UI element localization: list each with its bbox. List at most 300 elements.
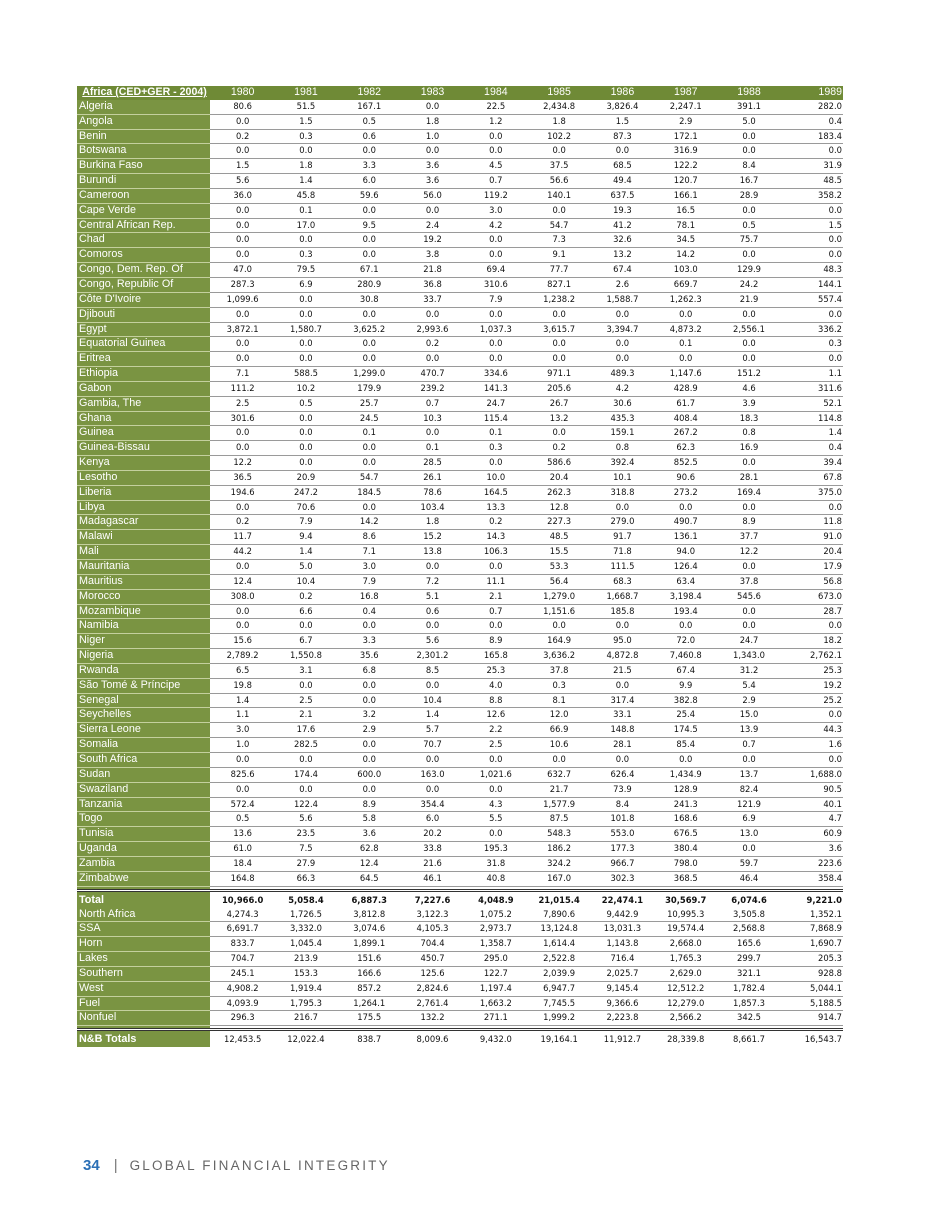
table-cell: 3.0 xyxy=(210,723,273,738)
table-cell: 111.2 xyxy=(210,381,273,396)
table-cell: 25.2 xyxy=(780,693,843,708)
table-cell: 31.2 xyxy=(716,663,779,678)
table-cell: 321.1 xyxy=(716,966,779,981)
table-cell: 25.7 xyxy=(337,396,400,411)
country-row xyxy=(77,545,843,560)
table-cell: 11,912.7 xyxy=(590,1030,653,1048)
table-cell: 62.8 xyxy=(337,842,400,857)
table-cell: 115.4 xyxy=(463,411,526,426)
table-cell: 0.0 xyxy=(400,619,463,634)
table-cell: 5.0 xyxy=(716,114,779,129)
table-cell: 11.8 xyxy=(780,515,843,530)
row-label: Tanzania xyxy=(77,797,210,812)
table-cell: 12.0 xyxy=(526,708,589,723)
table-cell: 0.5 xyxy=(716,218,779,233)
table-cell: 7,227.6 xyxy=(400,890,463,908)
table-cell: 1.4 xyxy=(210,693,273,708)
row-label: Guinea-Bissau xyxy=(77,441,210,456)
table-cell: 90.6 xyxy=(653,470,716,485)
table-cell: 37.8 xyxy=(716,574,779,589)
table-cell: 0.0 xyxy=(210,233,273,248)
table-cell: 1,668.7 xyxy=(590,589,653,604)
table-cell: 216.7 xyxy=(273,1011,336,1026)
table-cell: 34.5 xyxy=(653,233,716,248)
table-cell: 3,074.6 xyxy=(337,922,400,937)
table-cell: 0.0 xyxy=(590,144,653,159)
table-cell: 2,025.7 xyxy=(590,966,653,981)
country-row xyxy=(77,114,843,129)
table-cell: 0.0 xyxy=(463,560,526,575)
table-cell: 0.7 xyxy=(716,738,779,753)
table-cell: 60.9 xyxy=(780,827,843,842)
table-cell: 316.9 xyxy=(653,144,716,159)
table-cell: 1.8 xyxy=(273,159,336,174)
table-cell: 52.1 xyxy=(780,396,843,411)
table-cell: 3,198.4 xyxy=(653,589,716,604)
table-cell: 5,044.1 xyxy=(780,981,843,996)
table-cell: 2,761.4 xyxy=(400,996,463,1011)
table-cell: 3,332.0 xyxy=(273,922,336,937)
table-cell: 12,512.2 xyxy=(653,981,716,996)
table-cell: 6.9 xyxy=(273,277,336,292)
row-label: Chad xyxy=(77,233,210,248)
table-cell: 195.3 xyxy=(463,842,526,857)
table-cell: 1,045.4 xyxy=(273,937,336,952)
row-label: Nigeria xyxy=(77,649,210,664)
table-cell: 0.0 xyxy=(716,248,779,263)
table-cell: 67.4 xyxy=(653,663,716,678)
row-label: Sierra Leone xyxy=(77,723,210,738)
table-cell: 28.7 xyxy=(780,604,843,619)
table-cell: 0.0 xyxy=(210,500,273,515)
table-cell: 0.0 xyxy=(780,307,843,322)
table-cell: 41.2 xyxy=(590,218,653,233)
data-table xyxy=(77,86,843,1047)
table-cell: 0.0 xyxy=(716,500,779,515)
country-row xyxy=(77,574,843,589)
table-cell: 120.7 xyxy=(653,174,716,189)
country-row xyxy=(77,292,843,307)
table-cell: 7,890.6 xyxy=(526,908,589,922)
table-cell: 0.0 xyxy=(337,248,400,263)
table-cell: 223.6 xyxy=(780,856,843,871)
table-cell: 0.0 xyxy=(210,604,273,619)
table-cell: 3.6 xyxy=(400,174,463,189)
row-label: Guinea xyxy=(77,426,210,441)
region-row xyxy=(77,1011,843,1026)
country-row xyxy=(77,307,843,322)
table-cell: 0.4 xyxy=(337,604,400,619)
table-cell: 5.0 xyxy=(273,560,336,575)
table-cell: 48.5 xyxy=(526,530,589,545)
table-cell: 21.8 xyxy=(400,263,463,278)
table-cell: 2.9 xyxy=(653,114,716,129)
table-cell: 0.0 xyxy=(463,248,526,263)
table-cell: 90.5 xyxy=(780,782,843,797)
row-label: Senegal xyxy=(77,693,210,708)
table-cell: 9.5 xyxy=(337,218,400,233)
table-cell: 0.4 xyxy=(780,441,843,456)
table-cell: 673.0 xyxy=(780,589,843,604)
table-cell: 0.1 xyxy=(273,203,336,218)
table-cell: 0.0 xyxy=(273,678,336,693)
table-cell: 0.7 xyxy=(463,174,526,189)
table-cell: 553.0 xyxy=(590,827,653,842)
table-cell: 0.3 xyxy=(273,129,336,144)
table-cell: 8,009.6 xyxy=(400,1030,463,1048)
table-cell: 0.0 xyxy=(210,248,273,263)
table-cell: 7.9 xyxy=(463,292,526,307)
country-row xyxy=(77,456,843,471)
table-cell: 54.7 xyxy=(337,470,400,485)
table-cell: 0.0 xyxy=(337,678,400,693)
table-cell: 10,995.3 xyxy=(653,908,716,922)
table-cell: 271.1 xyxy=(463,1011,526,1026)
country-row xyxy=(77,515,843,530)
table-cell: 2,434.8 xyxy=(526,100,589,114)
table-cell: 1.8 xyxy=(400,515,463,530)
table-cell: 7,745.5 xyxy=(526,996,589,1011)
table-cell: 66.9 xyxy=(526,723,589,738)
table-cell: 103.4 xyxy=(400,500,463,515)
table-cell: 80.6 xyxy=(210,100,273,114)
country-row xyxy=(77,441,843,456)
table-cell: 4.2 xyxy=(463,218,526,233)
table-cell: 37.5 xyxy=(526,159,589,174)
table-cell: 0.0 xyxy=(337,782,400,797)
row-label: Mozambique xyxy=(77,604,210,619)
table-cell: 1.4 xyxy=(273,174,336,189)
table-cell: 0.0 xyxy=(337,144,400,159)
table-cell: 8,661.7 xyxy=(716,1030,779,1048)
table-cell: 48.3 xyxy=(780,263,843,278)
table-cell: 0.2 xyxy=(210,515,273,530)
table-cell: 9,366.6 xyxy=(590,996,653,1011)
table-cell: 1,352.1 xyxy=(780,908,843,922)
table-cell: 626.4 xyxy=(590,767,653,782)
table-cell: 545.6 xyxy=(716,589,779,604)
table-cell: 299.7 xyxy=(716,952,779,967)
table-cell: 1,782.4 xyxy=(716,981,779,996)
table-cell: 1,343.0 xyxy=(716,649,779,664)
table-cell: 177.3 xyxy=(590,842,653,857)
table-cell: 61.7 xyxy=(653,396,716,411)
table-cell: 1,690.7 xyxy=(780,937,843,952)
table-cell: 17.0 xyxy=(273,218,336,233)
table-cell: 247.2 xyxy=(273,485,336,500)
table-cell: 20.4 xyxy=(780,545,843,560)
table-cell: 1,550.8 xyxy=(273,649,336,664)
table-cell: 0.0 xyxy=(337,693,400,708)
table-cell: 0.0 xyxy=(400,752,463,767)
table-cell: 7.3 xyxy=(526,233,589,248)
table-cell: 0.0 xyxy=(273,352,336,367)
table-cell: 140.1 xyxy=(526,188,589,203)
row-label: Seychelles xyxy=(77,708,210,723)
table-cell: 175.5 xyxy=(337,1011,400,1026)
table-cell: 358.4 xyxy=(780,871,843,886)
table-cell: 0.0 xyxy=(400,426,463,441)
table-cell: 3.8 xyxy=(400,248,463,263)
table-cell: 14.3 xyxy=(463,530,526,545)
table-cell: 16,543.7 xyxy=(780,1030,843,1048)
table-cell: 0.0 xyxy=(273,411,336,426)
table-cell: 0.0 xyxy=(780,352,843,367)
table-cell: 4,093.9 xyxy=(210,996,273,1011)
table-cell: 0.0 xyxy=(463,456,526,471)
table-cell: 49.4 xyxy=(590,174,653,189)
table-cell: 0.0 xyxy=(400,678,463,693)
table-cell: 1.5 xyxy=(780,218,843,233)
row-label: Namibia xyxy=(77,619,210,634)
row-label: Madagascar xyxy=(77,515,210,530)
country-row xyxy=(77,560,843,575)
row-label: Mali xyxy=(77,545,210,560)
table-cell: 18.2 xyxy=(780,634,843,649)
table-cell: 119.2 xyxy=(463,188,526,203)
row-label: Tunisia xyxy=(77,827,210,842)
table-cell: 8.8 xyxy=(463,693,526,708)
table-cell: 4,048.9 xyxy=(463,890,526,908)
table-cell: 1.6 xyxy=(780,738,843,753)
table-cell: 66.3 xyxy=(273,871,336,886)
row-label: Morocco xyxy=(77,589,210,604)
row-label: Eritrea xyxy=(77,352,210,367)
table-cell: 334.6 xyxy=(463,367,526,382)
row-label: Niger xyxy=(77,634,210,649)
table-cell: 40.1 xyxy=(780,797,843,812)
table-cell: 10.0 xyxy=(463,470,526,485)
table-cell: 0.3 xyxy=(463,441,526,456)
table-cell: 704.7 xyxy=(210,952,273,967)
table-cell: 56.6 xyxy=(526,174,589,189)
table-cell: 185.8 xyxy=(590,604,653,619)
table-cell: 637.5 xyxy=(590,188,653,203)
table-cell: 0.0 xyxy=(716,203,779,218)
table-cell: 0.3 xyxy=(780,337,843,352)
table-cell: 0.0 xyxy=(463,337,526,352)
table-cell: 7,460.8 xyxy=(653,649,716,664)
table-cell: 17.6 xyxy=(273,723,336,738)
table-cell: 36.0 xyxy=(210,188,273,203)
table-cell: 0.0 xyxy=(463,827,526,842)
table-cell: 27.9 xyxy=(273,856,336,871)
table-cell: 56.0 xyxy=(400,188,463,203)
table-cell: 0.2 xyxy=(526,441,589,456)
country-row xyxy=(77,129,843,144)
row-label: Total xyxy=(77,890,210,908)
table-cell: 0.0 xyxy=(400,782,463,797)
row-label: Togo xyxy=(77,812,210,827)
row-label: Lesotho xyxy=(77,470,210,485)
table-cell: 169.4 xyxy=(716,485,779,500)
table-cell: 51.5 xyxy=(273,100,336,114)
table-cell: 121.9 xyxy=(716,797,779,812)
table-cell: 30.6 xyxy=(590,396,653,411)
table-cell: 0.0 xyxy=(273,782,336,797)
table-cell: 21.5 xyxy=(590,663,653,678)
table-cell: 0.0 xyxy=(780,708,843,723)
country-row xyxy=(77,411,843,426)
table-cell: 0.0 xyxy=(337,619,400,634)
table-cell: 2,247.1 xyxy=(653,100,716,114)
table-cell: 0.0 xyxy=(780,248,843,263)
table-cell: 2.4 xyxy=(400,218,463,233)
table-cell: 0.0 xyxy=(337,352,400,367)
table-cell: 35.6 xyxy=(337,649,400,664)
table-cell: 0.0 xyxy=(273,752,336,767)
table-cell: 0.1 xyxy=(337,426,400,441)
country-row xyxy=(77,218,843,233)
row-label: Libya xyxy=(77,500,210,515)
table-cell: 2.5 xyxy=(273,693,336,708)
table-cell: 0.0 xyxy=(590,752,653,767)
table-cell: 2,301.2 xyxy=(400,649,463,664)
table-cell: 114.8 xyxy=(780,411,843,426)
table-cell: 4.6 xyxy=(716,381,779,396)
table-cell: 9.1 xyxy=(526,248,589,263)
year-header: 1983 xyxy=(400,86,463,100)
table-cell: 94.0 xyxy=(653,545,716,560)
table-cell: 0.1 xyxy=(400,441,463,456)
table-cell: 0.0 xyxy=(210,560,273,575)
row-label: Ethiopia xyxy=(77,367,210,382)
table-cell: 0.0 xyxy=(716,129,779,144)
row-label: Sudan xyxy=(77,767,210,782)
year-header: 1986 xyxy=(590,86,653,100)
table-cell: 380.4 xyxy=(653,842,716,857)
table-cell: 186.2 xyxy=(526,842,589,857)
table-cell: 3.6 xyxy=(337,827,400,842)
country-row xyxy=(77,678,843,693)
table-cell: 2.5 xyxy=(210,396,273,411)
region-row xyxy=(77,922,843,937)
table-cell: 68.3 xyxy=(590,574,653,589)
table-cell: 53.3 xyxy=(526,560,589,575)
table-cell: 428.9 xyxy=(653,381,716,396)
table-cell: 9,442.9 xyxy=(590,908,653,922)
table-cell: 11.1 xyxy=(463,574,526,589)
table-cell: 63.4 xyxy=(653,574,716,589)
table-cell: 0.0 xyxy=(716,842,779,857)
row-label: Cameroon xyxy=(77,188,210,203)
table-cell: 3.3 xyxy=(337,634,400,649)
table-cell: 5.4 xyxy=(716,678,779,693)
row-label: Rwanda xyxy=(77,663,210,678)
table-cell: 716.4 xyxy=(590,952,653,967)
country-row xyxy=(77,708,843,723)
table-cell: 0.5 xyxy=(337,114,400,129)
table-cell: 151.6 xyxy=(337,952,400,967)
table-cell: 2,556.1 xyxy=(716,322,779,337)
table-cell: 69.4 xyxy=(463,263,526,278)
table-cell: 0.0 xyxy=(400,100,463,114)
table-cell: 13,031.3 xyxy=(590,922,653,937)
year-header: 1985 xyxy=(526,86,589,100)
table-cell: 0.0 xyxy=(716,456,779,471)
country-row xyxy=(77,203,843,218)
table-cell: 0.3 xyxy=(526,678,589,693)
page-number: 34 xyxy=(83,1157,100,1174)
nb-totals-row xyxy=(77,1030,843,1048)
table-cell: 12.2 xyxy=(210,456,273,471)
table-cell: 0.0 xyxy=(337,500,400,515)
country-row xyxy=(77,634,843,649)
table-cell: 18.4 xyxy=(210,856,273,871)
row-label: West xyxy=(77,981,210,996)
table-cell: 25.3 xyxy=(780,663,843,678)
header-row xyxy=(77,86,843,100)
row-label: Angola xyxy=(77,114,210,129)
table-cell: 0.0 xyxy=(210,307,273,322)
table-cell: 600.0 xyxy=(337,767,400,782)
table-cell: 0.0 xyxy=(337,441,400,456)
table-cell: 13.3 xyxy=(463,500,526,515)
table-cell: 2,039.9 xyxy=(526,966,589,981)
table-cell: 0.0 xyxy=(653,352,716,367)
table-cell: 70.7 xyxy=(400,738,463,753)
table-cell: 183.4 xyxy=(780,129,843,144)
row-label: Equatorial Guinea xyxy=(77,337,210,352)
table-cell: 548.3 xyxy=(526,827,589,842)
row-label: Zambia xyxy=(77,856,210,871)
row-label: Djibouti xyxy=(77,307,210,322)
table-cell: 6.8 xyxy=(337,663,400,678)
table-cell: 273.2 xyxy=(653,485,716,500)
table-cell: 0.0 xyxy=(463,144,526,159)
table-cell: 2,824.6 xyxy=(400,981,463,996)
table-cell: 8.9 xyxy=(337,797,400,812)
table-cell: 2,762.1 xyxy=(780,649,843,664)
table-cell: 557.4 xyxy=(780,292,843,307)
table-cell: 10,966.0 xyxy=(210,890,273,908)
table-cell: 102.2 xyxy=(526,129,589,144)
row-label: Cape Verde xyxy=(77,203,210,218)
table-cell: 914.7 xyxy=(780,1011,843,1026)
table-cell: 24.7 xyxy=(716,634,779,649)
table-cell: 3,636.2 xyxy=(526,649,589,664)
region-row xyxy=(77,996,843,1011)
table-cell: 87.3 xyxy=(590,129,653,144)
row-label: Central African Rep. xyxy=(77,218,210,233)
table-cell: 8.6 xyxy=(337,530,400,545)
table-cell: 7.1 xyxy=(210,367,273,382)
region-row xyxy=(77,981,843,996)
table-cell: 25.4 xyxy=(653,708,716,723)
table-cell: 0.0 xyxy=(400,352,463,367)
country-row xyxy=(77,619,843,634)
table-cell: 6,074.6 xyxy=(716,890,779,908)
table-cell: 1.4 xyxy=(780,426,843,441)
row-label: Algeria xyxy=(77,100,210,114)
table-cell: 46.1 xyxy=(400,871,463,886)
table-cell: 9.9 xyxy=(653,678,716,693)
table-cell: 164.8 xyxy=(210,871,273,886)
row-label: Fuel xyxy=(77,996,210,1011)
table-cell: 126.4 xyxy=(653,560,716,575)
table-cell: 0.0 xyxy=(716,352,779,367)
table-cell: 59.7 xyxy=(716,856,779,871)
table-cell: 1,262.3 xyxy=(653,292,716,307)
table-cell: 4.5 xyxy=(463,159,526,174)
table-cell: 1,238.2 xyxy=(526,292,589,307)
table-cell: 164.9 xyxy=(526,634,589,649)
country-row xyxy=(77,738,843,753)
table-cell: 310.6 xyxy=(463,277,526,292)
row-label: Benin xyxy=(77,129,210,144)
region-row xyxy=(77,966,843,981)
country-row xyxy=(77,856,843,871)
